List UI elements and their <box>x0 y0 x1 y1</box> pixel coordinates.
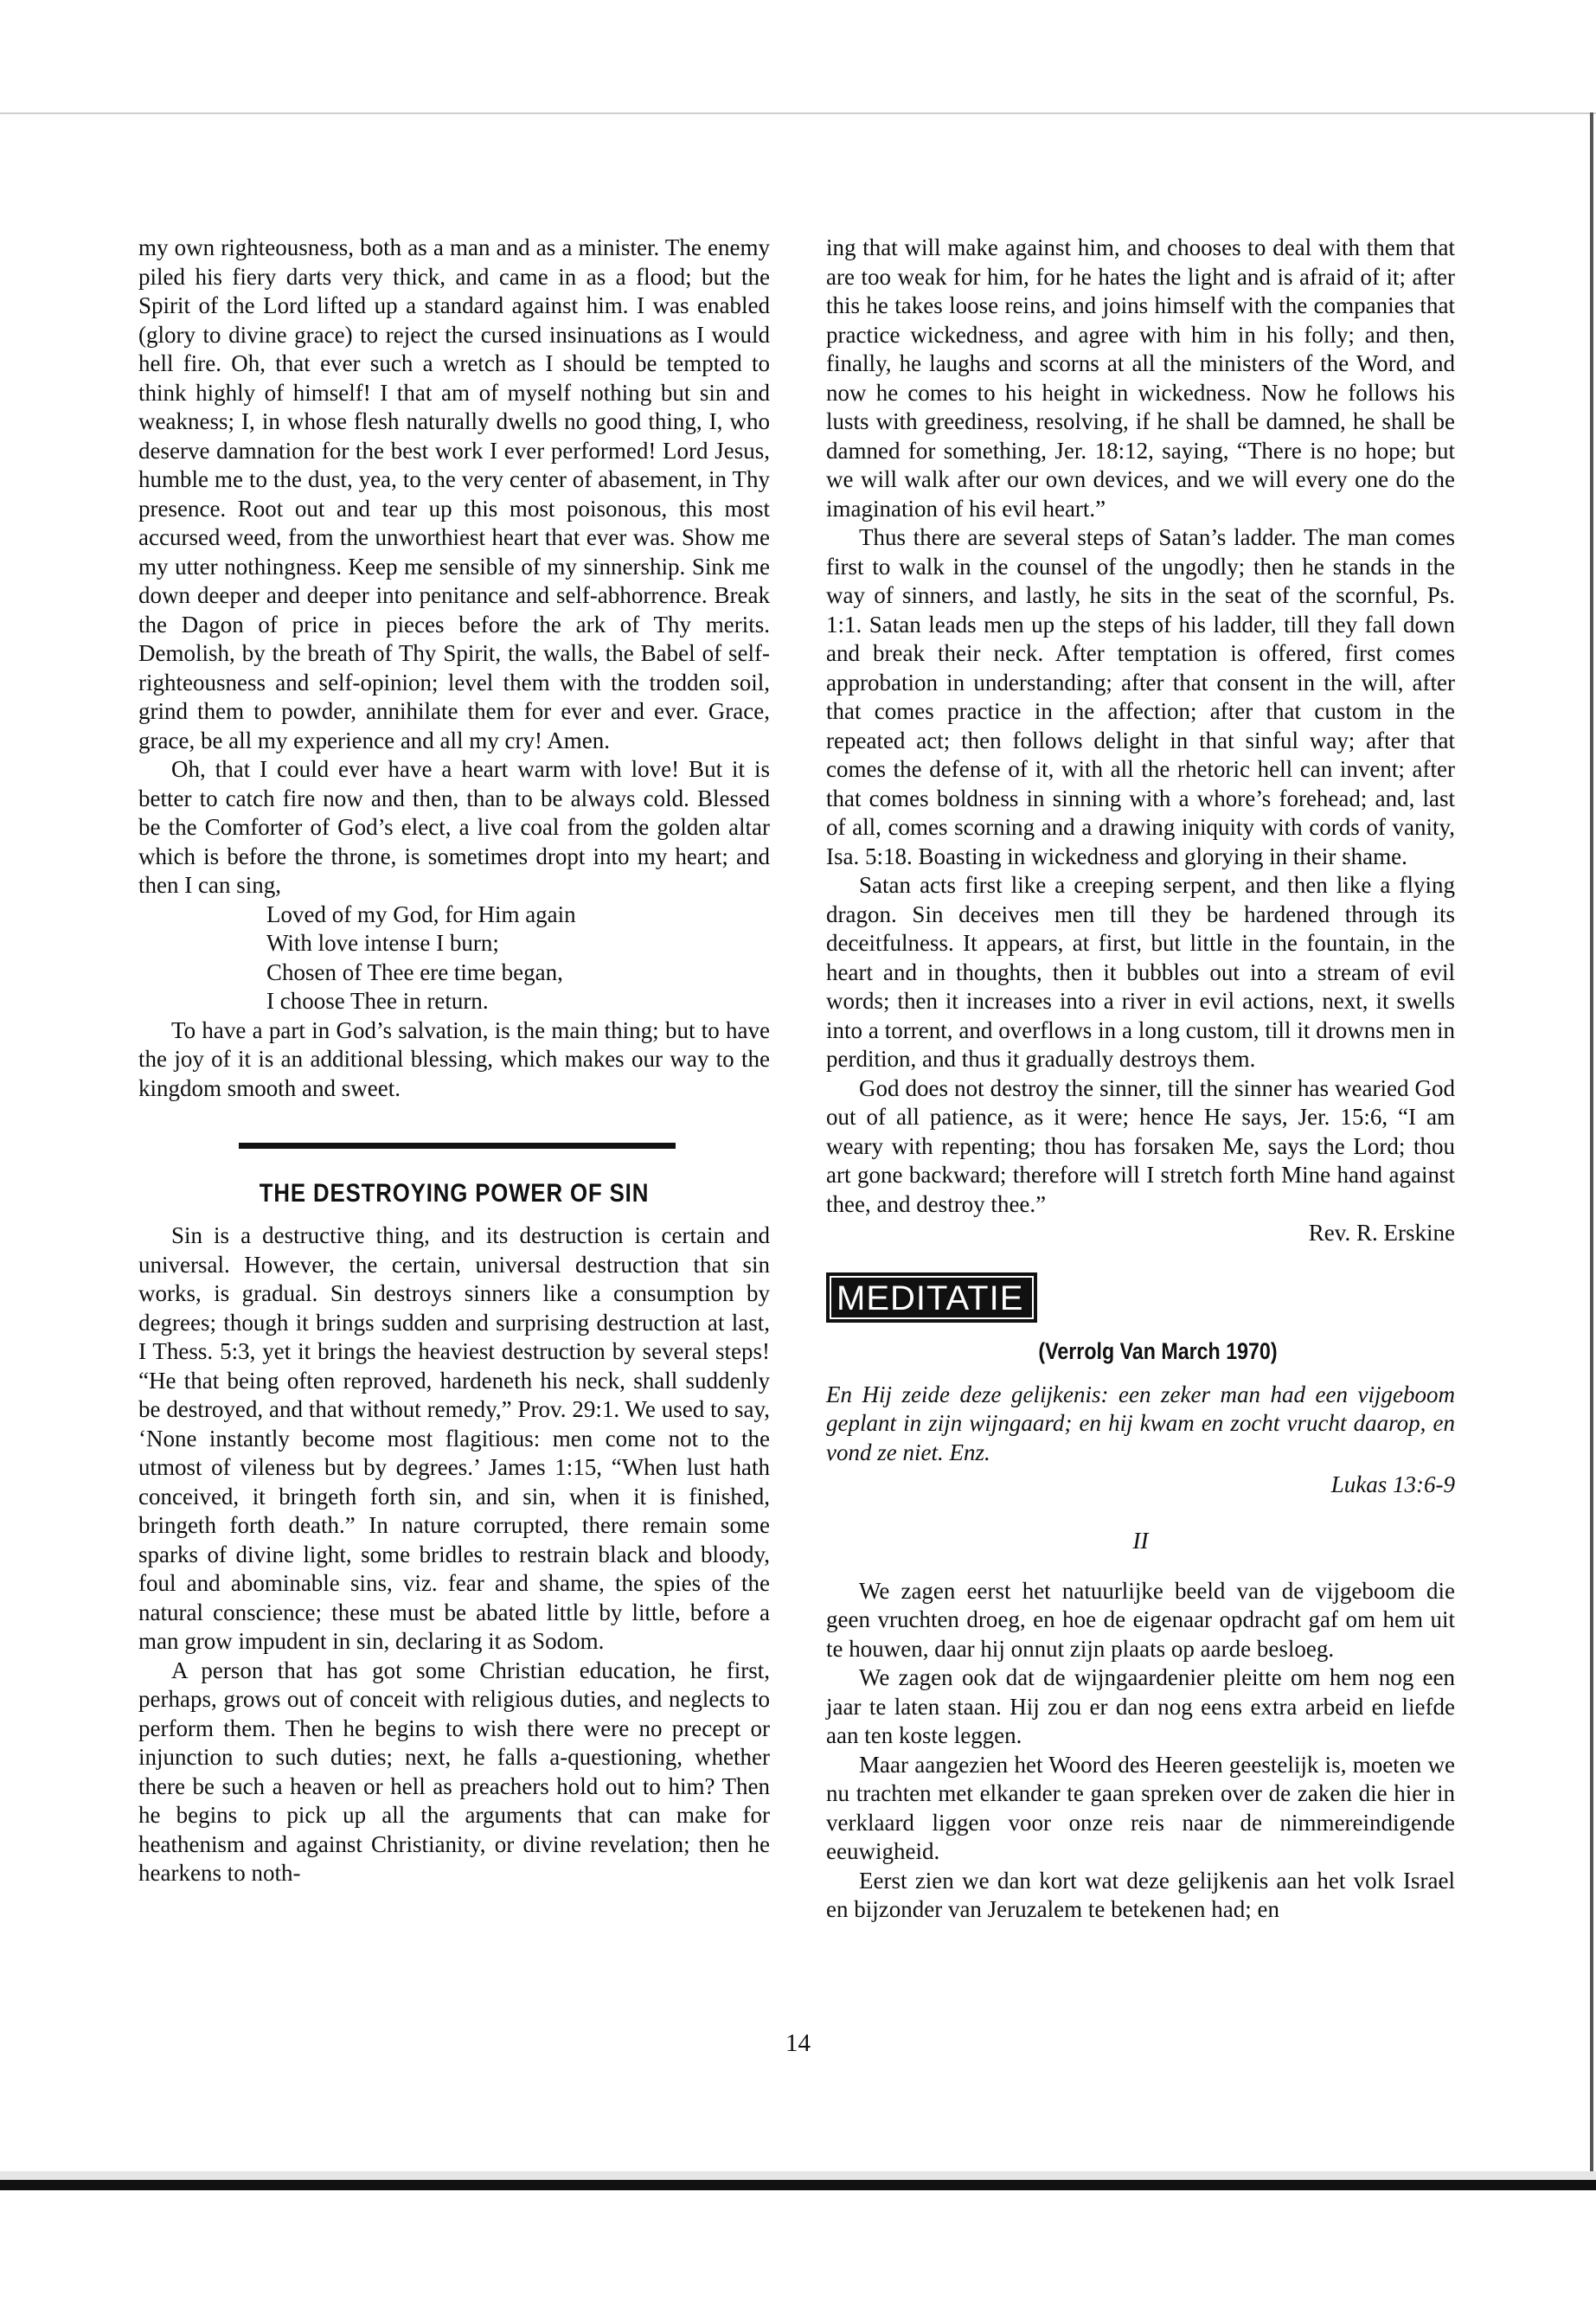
paragraph: We zagen eerst het natuurlijke beeld van de vijgeboom die geen vruchten droeg, en hoe de eigenaar opdracht gaf om hem uit te houwen, daar hij onnut zijn plaats op aarde besloeg. <box>826 1577 1455 1662</box>
scan-bottom-edge <box>0 2180 1596 2190</box>
paragraph: To have a part in God’s salvation, is the main thing; but to have the joy of it is an additional blessing, which makes our way to the kingdom smooth and sweet. <box>138 1016 770 1101</box>
poem-line: Loved of my God, for Him again <box>266 901 576 927</box>
epigraph-reference: Lukas 13:6-9 <box>1330 1471 1455 1497</box>
paragraph: ing that will make against him, and chooses to deal with them that are too weak for him, for he hates the light and is afraid of it; after this he takes loose reins, and joins himself with the companies that practice wickedness, and agree with him in his folly; and then, finally, he laughs and scorns at all the ministers of the Word, and now he comes to his height in wickedness. Now he follows his lusts with greediness, resolving, if he shall be damned, he shall be damned for something, Jer. 18:12, saying, “There is no hope; but we will walk after our own devices, and we will every one do the imagination of his evil heart.” <box>826 234 1455 522</box>
subtitle: (Verrolg Van March 1970) <box>1038 1337 1278 1364</box>
paragraph: Oh, that I could ever have a heart warm with love! But it is better to catch fire now and then, than to be always cold. Blessed be the Comforter of God’s elect, a live coal from the golden altar which is before the throne, is sometimes dropt into my heart; and then I can sing, <box>138 756 770 898</box>
scan-right-edge <box>1590 112 1593 2171</box>
right-column <box>826 234 1455 1925</box>
paragraph: A person that has got some Christian education, he first, perhaps, grows out of conceit with religious duties, and neglects to perform them. Then he begins to wish there were no precept or injunction to such duties; next, he falls a-questioning, whether there be such a heaven or hell as preachers hold out to him? Then he begins to pick up all the arguments that can make for heathenism and against Christianity, or divine revelation; then he hearkens to noth- <box>138 1657 770 1886</box>
paragraph: my own righteousness, both as a man and as a minister. The enemy piled his fiery darts very thick, and came in as a flood; but the Spirit of the Lord lifted up a standard against him. I was enabled (glory to divine grace) to reject the cursed insinuations as I would hell fire. Oh, that ever such a wretch as I should be tempted to think highly of himself! I that am of myself nothing but sin and weakness; I, in whose flesh naturally dwells no good thing, I, who deserve damnation for the best work I ever performed! Lord Jesus, humble me to the dust, yea, to the very center of abasement, in Thy presence. Root out and tear up this most poisonous, this most accursed weed, from the unworthiest heart that ever was. Show me my utter nothingness. Keep me sensible of my sinnership. Sink me down deeper and deeper into penitance and self-abhorrence. Break the Dagon of price in pieces before the ark of Thy merits. Demolish, by the breath of Thy Spirit, the walls, the Babel of self-righteousness and self-opinion; level them with the trodden soil, grind them to powder, annihilate them for ever and ever. Grace, grace, be all my experience and all my cry! Amen. <box>138 234 770 753</box>
paragraph: Eerst zien we dan kort wat deze gelijkenis aan het volk Israel en bijzonder van Jeruzalem te betekenen had; en <box>826 1867 1455 1922</box>
paragraph: Sin is a destructive thing, and its destruction is certain and universal. However, the certain, universal destruction that sin works, is gradual. Sin destroys sinners like a consumption by degrees; though it brings sudden and surprising destruction at last, I Thess. 5:3, yet it brings the heaviest destruction by several steps! “He that being often reproved, hardeneth his neck, shall suddenly be destroyed, and that without remedy,” Prov. 29:1. We used to say, ‘None instantly become most flagitious: men come not to the utmost of vileness but by degrees.’ James 1:15, “When lust hath conceived, it bringeth forth sin, and sin, when it is finished, bringeth forth death.” In nature corrupted, there remain some sparks of divine light, some bridles to restrain black and bloody, foul and abominable sins, viz. fear and shame, the spies of the natural conscience; these must be abated little by little, before a man grow impudent in sin, declaring it as Sodom. <box>138 1222 770 1654</box>
section-title: THE DESTROYING POWER OF SIN <box>259 1179 650 1208</box>
poem-line: With love intense I burn; <box>266 930 499 956</box>
poem <box>266 901 770 1016</box>
paragraph: We zagen ook dat de wijngaardenier pleitte om hem nog een jaar te laten staan. Hij zou er dan nog eens extra arbeid en liefde aan ten koste leggen. <box>826 1664 1455 1748</box>
paragraph: Maar aangezien het Woord des Heeren geestelijk is, moeten we nu trachten met elkander te gaan spreken over de zaken die hier in verklaard liggen voor onze reis naar de nimmereindigende eeuwigheid. <box>826 1751 1455 1864</box>
paragraph: God does not destroy the sinner, till the sinner has wearied God out of all patience, as it were; hence He says, Jer. 15:6, “I am weary with repenting; thou has forsaken Me, says the Lord; thou art gone backward; therefore will I stretch forth Mine hand against thee, and destroy thee.” <box>826 1074 1455 1217</box>
scan-bottom-margin <box>0 2190 1596 2301</box>
left-column <box>138 234 770 1888</box>
paragraph: Thus there are several steps of Satan’s ladder. The man comes first to walk in the counsel of the ungodly; then he stands in the way of sinners, and lastly, he sits in the seat of the scornful, Ps. 1:1. Satan leads men up the steps of his ladder, till they fall down and break their neck. After temptation is offered, first comes approbation in understanding; after that consent in the will, after that comes practice in the affection; after that custom in the repeated act; then follows delight in that sinful way; after that comes the defense of it, with all the rhetoric hell can invent; after that comes boldness in sinning with a whore’s forehead; and, last of all, comes scorning and a drawing iniquity with cords of vanity, Isa. 5:18. Boasting in wickedness and glorying in their shame. <box>826 524 1455 869</box>
section-divider <box>239 1143 676 1149</box>
poem-line: Chosen of Thee ere time began, <box>266 958 563 985</box>
poem-line: I choose Thee in return. <box>266 988 489 1014</box>
part-numeral: II <box>1132 1527 1149 1554</box>
page-number: 14 <box>785 2029 811 2057</box>
meditatie-badge: MEDITATIE <box>826 1272 1037 1323</box>
paragraph: Satan acts first like a creeping serpent, and then like a flying dragon. Sin deceives men till they be hardened through its deceitfulness. It appears, at first, but little in the fountain, in the heart and in thoughts, then it bubbles out into a stream of evil words; then it increases into a river in evil actions, next, it swells into a torrent, and overflows in a long custom, till it drowns men in perdition, and thus it gradually destroys them. <box>826 872 1455 1072</box>
author-signature: Rev. R. Erskine <box>1308 1220 1455 1246</box>
scan-top-margin <box>0 0 1596 114</box>
scan-bottom-shadow <box>0 2171 1596 2180</box>
epigraph: En Hij zeide deze gelijkenis: een zeker man had een vijgeboom geplant in zijn wijngaard; en hij kwam en zocht vrucht daarop, en vond ze niet. Enz. <box>826 1381 1455 1465</box>
